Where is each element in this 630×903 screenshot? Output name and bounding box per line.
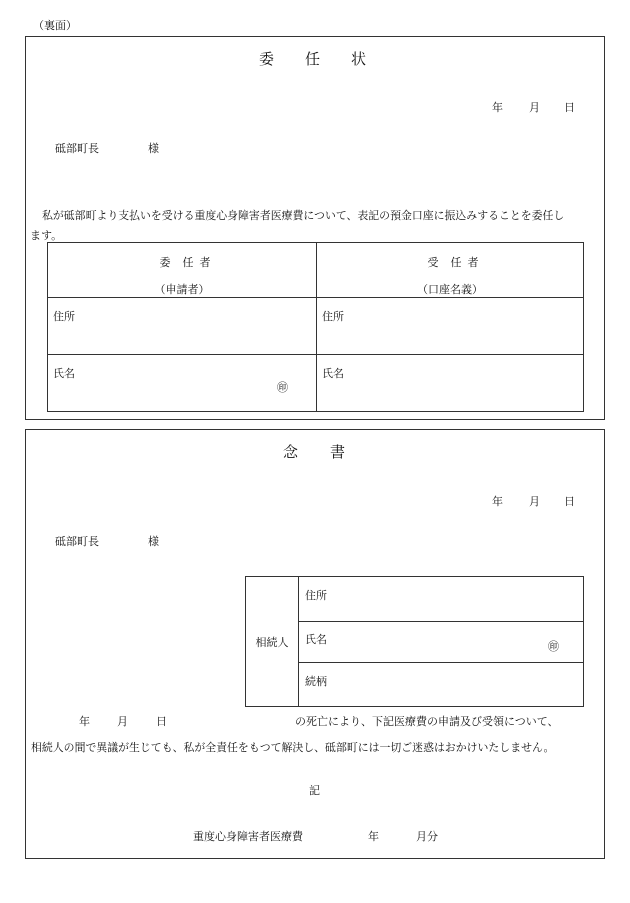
proxy-body-line-2: ます。 <box>30 229 63 242</box>
proxy-title-char-3: 状 <box>351 50 367 68</box>
proxy-table <box>47 242 584 412</box>
heir-name-label: 氏名 <box>305 633 327 646</box>
delegate-title-char-3: 者 <box>467 256 479 269</box>
proxy-date-day: 日 <box>564 101 575 114</box>
proxy-date-year: 年 <box>492 101 503 114</box>
delegator-address-field[interactable] <box>48 298 317 355</box>
delegate-name-label: 氏名 <box>322 367 344 380</box>
side-label: （裏面） <box>33 19 77 32</box>
pledge-date-line <box>492 493 575 509</box>
delegator-title-char-1: 委 <box>159 256 171 269</box>
heir-relation-field[interactable] <box>299 663 584 707</box>
pledge-title-char-2: 書 <box>330 443 346 461</box>
delegator-header-cell <box>48 243 317 298</box>
delegator-title-char-3: 者 <box>199 256 211 269</box>
pledge-honorific: 様 <box>148 535 159 548</box>
delegator-subtitle: （申請者） <box>154 283 210 296</box>
delegate-address-label: 住所 <box>322 310 344 323</box>
delegator-name-field[interactable] <box>48 355 317 412</box>
proxy-body-line-1: 私が砥部町より支払いを受ける重度心身障害者医療費について、表記の預金口座に振込みすることを委任し <box>42 209 565 222</box>
pledge-title-char-1: 念 <box>283 443 299 461</box>
heir-label: 相続人 <box>255 635 289 649</box>
heir-address-field[interactable] <box>299 577 584 622</box>
delegator-seal-mark: ㊞ <box>277 381 288 394</box>
proxy-title-char-2: 任 <box>305 50 321 68</box>
heir-name-field[interactable] <box>299 622 584 663</box>
death-date-year: 年 <box>79 715 90 728</box>
medical-label: 重度心身障害者医療費 <box>193 830 303 843</box>
period-month: 月分 <box>416 830 438 843</box>
medical-period-line <box>193 828 438 844</box>
pledge-body-line-1: の死亡により、下記医療費の申請及び受領について、 <box>295 715 559 728</box>
ki-heading: 記 <box>309 784 320 797</box>
heir-address-label: 住所 <box>305 589 327 602</box>
pledge-date-month: 月 <box>529 495 540 508</box>
delegate-name-field[interactable] <box>317 355 584 412</box>
heir-relation-label: 続柄 <box>305 675 327 688</box>
period-year: 年 <box>368 830 379 843</box>
delegate-subtitle: （口座名義） <box>417 283 483 296</box>
heir-seal-mark: ㊞ <box>548 640 559 653</box>
proxy-addressee-line <box>55 140 159 156</box>
death-date-line <box>79 713 167 729</box>
delegator-address-label: 住所 <box>53 310 75 323</box>
delegate-title-char-2: 任 <box>450 256 462 269</box>
proxy-date-month: 月 <box>529 101 540 114</box>
death-date-month: 月 <box>117 715 128 728</box>
pledge-body-line-2: 相続人の間で異議が生じても、私が全責任をもつて解決し、砥部町には一切ご迷惑はおかけいたしません。 <box>31 741 555 754</box>
death-date-day: 日 <box>156 715 167 728</box>
pledge-date-day: 日 <box>564 495 575 508</box>
pledge-date-year: 年 <box>492 495 503 508</box>
heir-label-cell <box>246 577 299 707</box>
delegate-title-char-1: 受 <box>427 256 439 269</box>
proxy-title-char-1: 委 <box>259 50 275 68</box>
delegator-name-label: 氏名 <box>53 367 75 380</box>
delegate-address-field[interactable] <box>317 298 584 355</box>
proxy-honorific: 様 <box>148 142 159 155</box>
proxy-title <box>259 48 366 69</box>
proxy-addressee: 砥部町長 <box>55 142 99 155</box>
delegate-header-cell <box>317 243 584 298</box>
pledge-title <box>283 441 345 462</box>
heir-table <box>245 576 584 707</box>
proxy-date-line <box>492 99 575 115</box>
delegator-title-char-2: 任 <box>182 256 194 269</box>
pledge-addressee: 砥部町長 <box>55 535 99 548</box>
pledge-addressee-line <box>55 533 159 549</box>
